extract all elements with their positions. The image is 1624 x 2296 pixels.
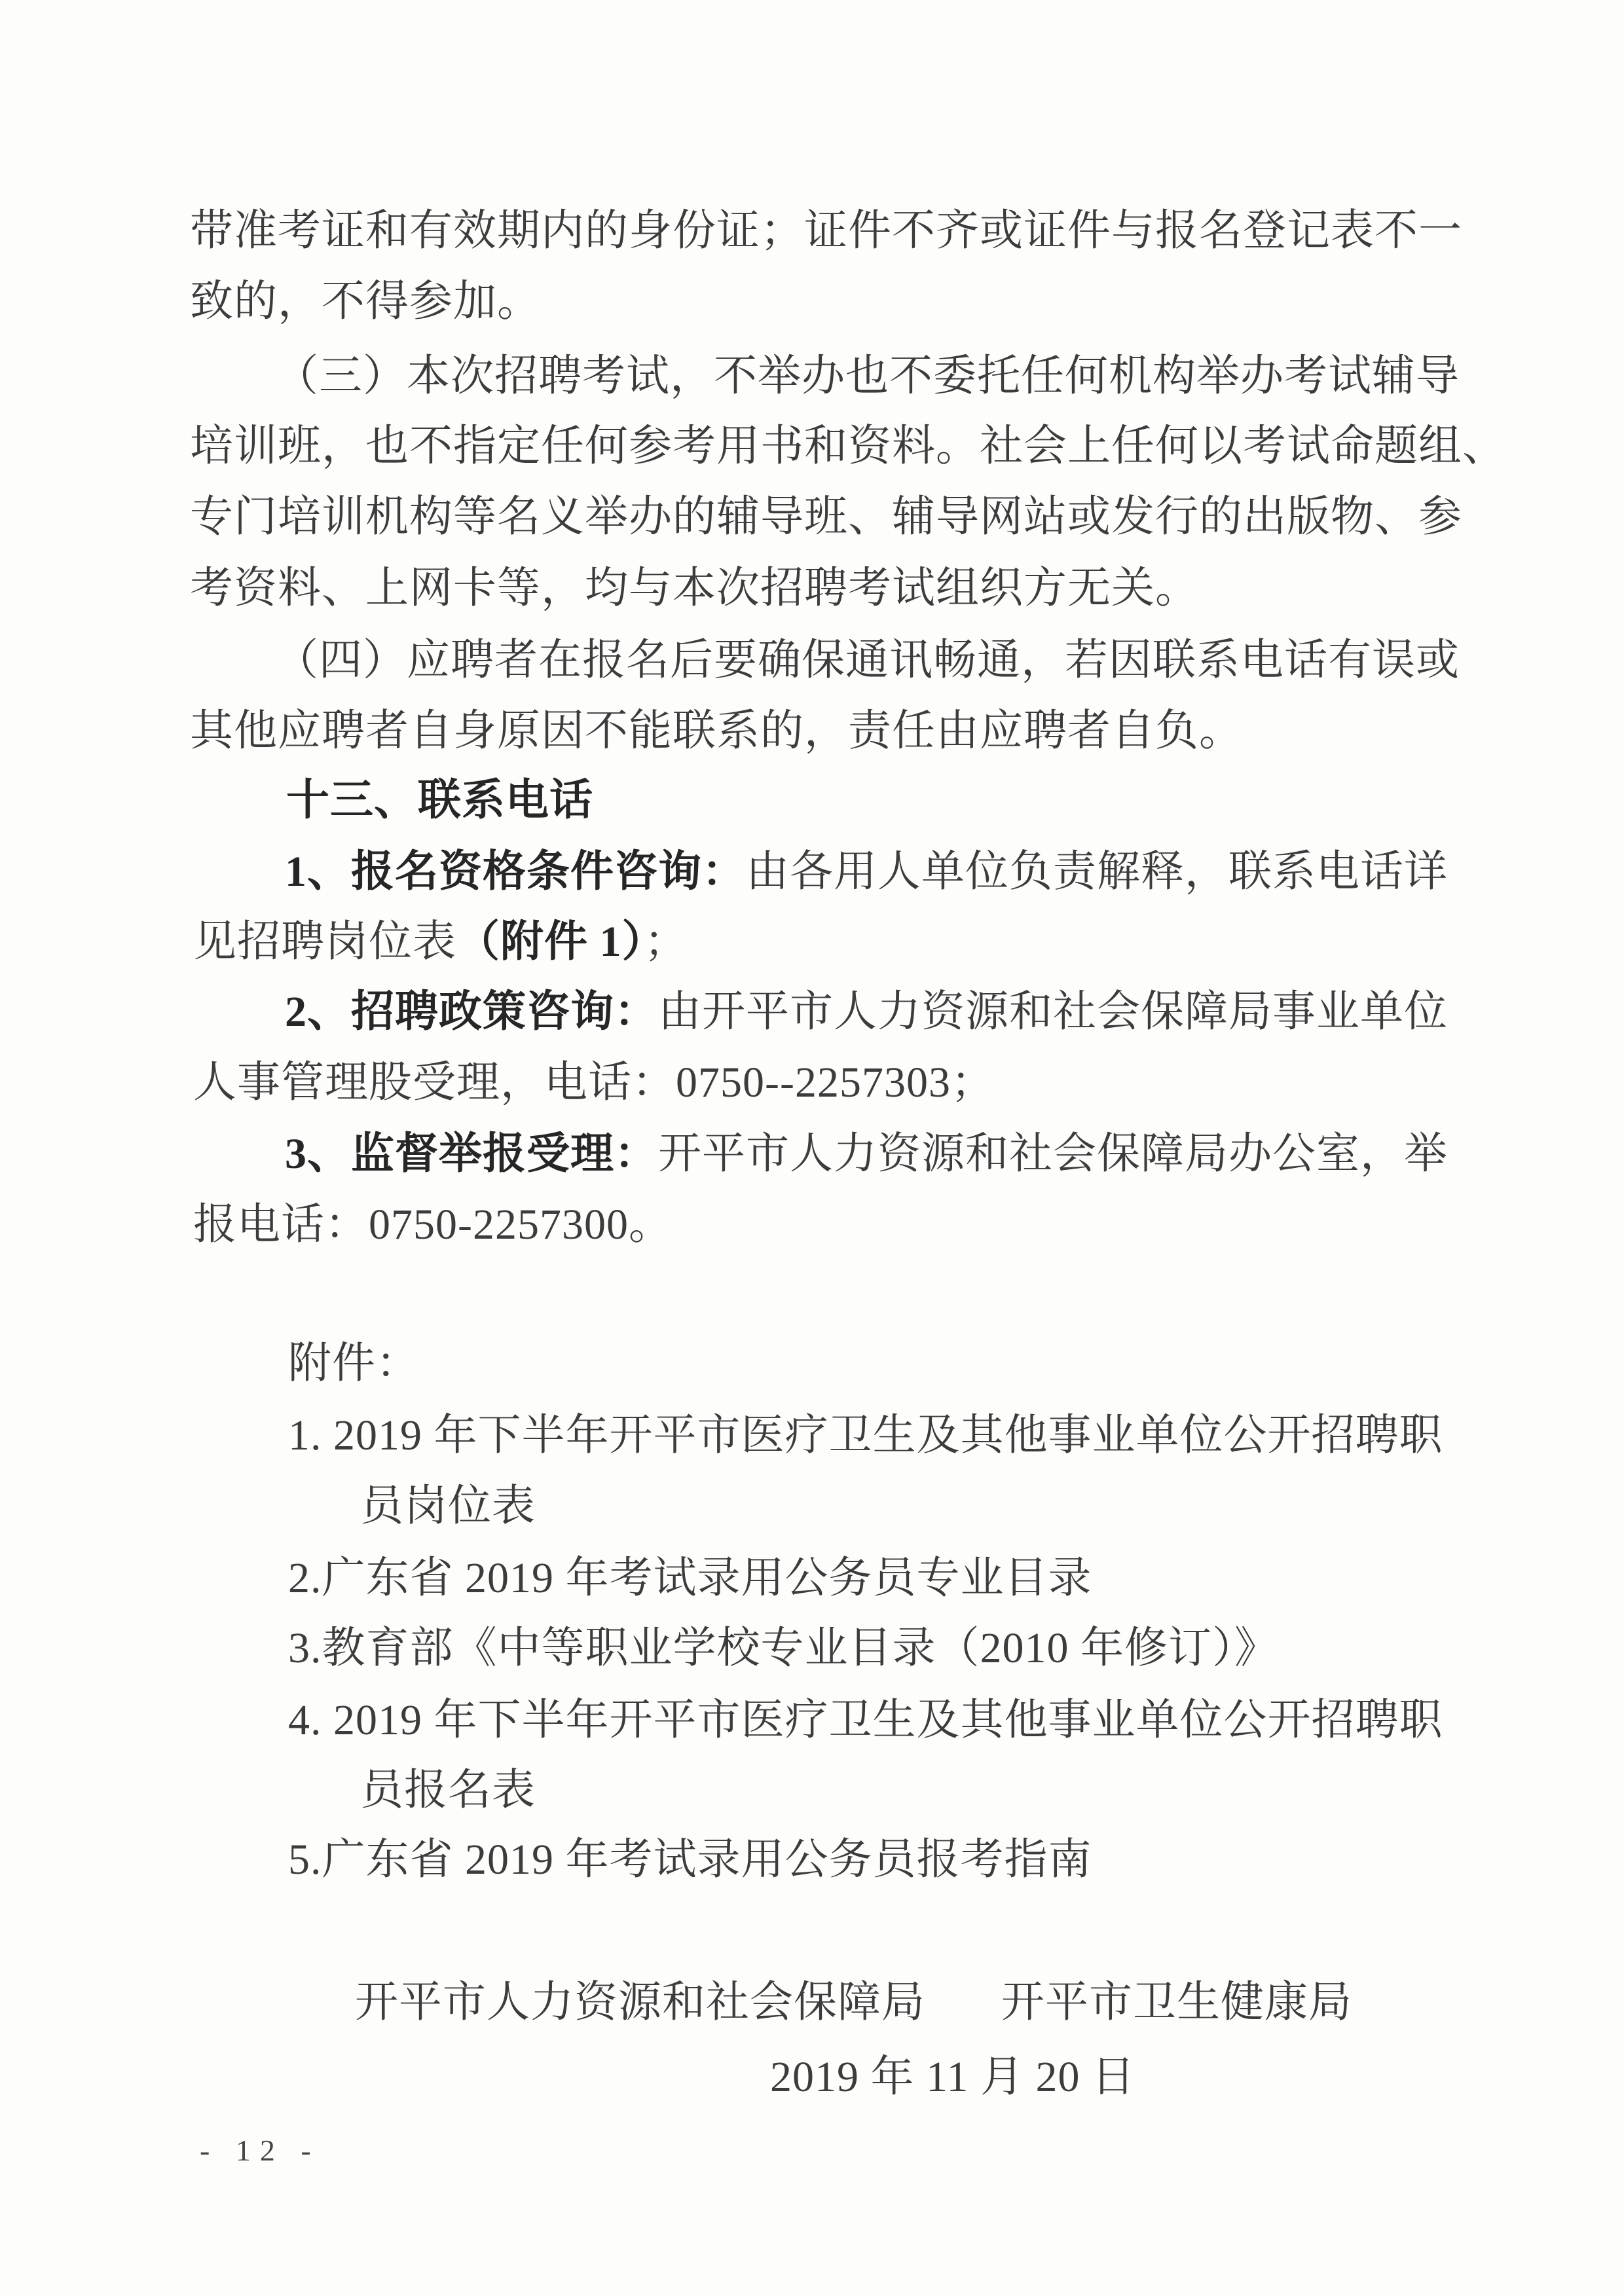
contact-item-line: 人事管理股受理，电话：0750--2257303； — [193, 1059, 995, 1106]
body-line: 专门培训机构等名义举办的辅导班、辅导网站或发行的出版物、参 — [190, 493, 1462, 541]
text-segment: ； — [644, 918, 688, 966]
body-line: 致的，不得参加。 — [190, 278, 541, 325]
page-number: - 12 - — [200, 2134, 320, 2167]
attachment-ref: （附件 1） — [456, 918, 644, 966]
attachments-label: 附件： — [288, 1339, 420, 1387]
body-line: （三）本次招聘考试，不举办也不委托任何机构举办考试辅导 — [275, 352, 1460, 400]
body-line: 培训班，也不指定任何参考用书和资料。社会上任何以考试命题组、 — [190, 422, 1506, 470]
contact-item-line — [285, 850, 1448, 894]
attachment-line: 4. 2019 年下半年开平市医疗卫生及其他事业单位公开招聘职 — [288, 1696, 1443, 1744]
body-line: 其他应聘者自身原因不能联系的，责任由应聘者自负。 — [190, 707, 1243, 755]
attachment-line: 员报名表 — [360, 1766, 536, 1814]
section-heading: 十三、联系电话 — [286, 776, 593, 824]
body-line: 带准考证和有效期内的身份证；证件不齐或证件与报名登记表不一 — [190, 207, 1462, 255]
attachment-line: 1. 2019 年下半年开平市医疗卫生及其他事业单位公开招聘职 — [288, 1412, 1443, 1459]
attachment-line: 3.教育部《中等职业学校专业目录（2010 年修订）》 — [288, 1624, 1278, 1672]
date-line: 2019 年 11 月 20 日 — [770, 2053, 1136, 2101]
contact-item-label: 2、招聘政策咨询： — [285, 988, 658, 1036]
contact-item-label: 1、报名资格条件咨询： — [285, 848, 746, 896]
attachment-line: 员岗位表 — [360, 1482, 536, 1530]
body-line: 考资料、上网卡等，均与本次招聘考试组织方无关。 — [190, 564, 1199, 612]
body-line: （四）应聘者在报名后要确保通讯畅通，若因联系电话有误或 — [275, 636, 1460, 684]
contact-item-line — [285, 988, 1448, 1036]
contact-item-line: 报电话：0750-2257300。 — [193, 1201, 673, 1248]
text-segment: 由开平市人力资源和社会保障局事业单位 — [658, 988, 1448, 1036]
text-segment: 开平市人力资源和社会保障局办公室，举 — [658, 1130, 1448, 1178]
contact-item-label: 3、监督举报受理： — [285, 1130, 658, 1178]
attachment-line: 2.广东省 2019 年考试录用公务员专业目录 — [288, 1554, 1092, 1602]
contact-item-line — [285, 1130, 1448, 1178]
attachment-line: 5.广东省 2019 年考试录用公务员报考指南 — [288, 1836, 1092, 1884]
signature-line — [355, 1978, 1352, 2026]
signature-org1: 开平市人力资源和社会保障局 — [355, 1978, 925, 2026]
contact-item-line — [193, 920, 688, 964]
text-segment: 由各用人单位负责解释，联系电话详 — [746, 848, 1448, 896]
signature-org2: 开平市卫生健康局 — [1001, 1978, 1352, 2026]
text-segment: 见招聘岗位表 — [193, 918, 456, 966]
